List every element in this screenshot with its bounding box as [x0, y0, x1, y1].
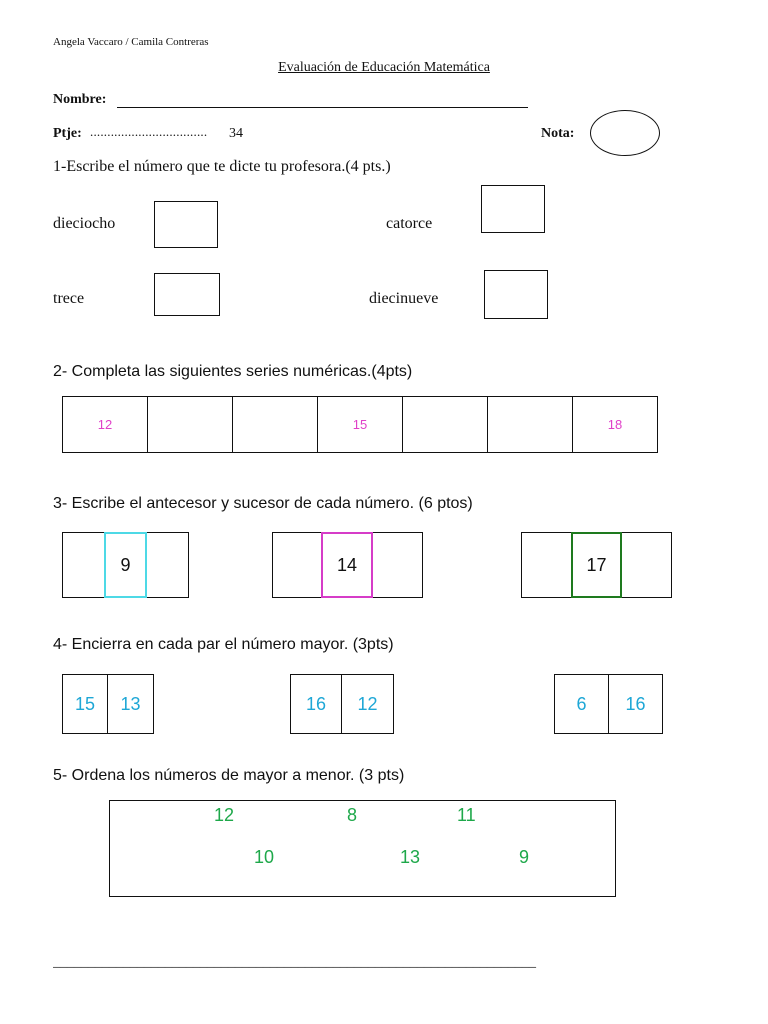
authors-text: Angela Vaccaro / Camila Contreras: [53, 36, 209, 48]
q3-group-3: [521, 532, 672, 598]
q4-number[interactable]: 12: [341, 674, 394, 734]
name-label: Nombre:: [53, 92, 107, 107]
score-dots: ..................................: [90, 124, 208, 139]
q1-answer-box-2[interactable]: [481, 185, 545, 233]
q3-title: 3- Escribe el antecesor y sucesor de cada número. (6 ptos): [53, 495, 473, 512]
q2-series-cell[interactable]: [487, 396, 573, 453]
q3-successor-box[interactable]: [621, 532, 672, 598]
grade-oval[interactable]: [590, 110, 660, 156]
q2-series-cell: 15: [317, 396, 403, 453]
page-title: Evaluación de Educación Matemática: [278, 60, 490, 75]
q1-answer-box-3[interactable]: [154, 273, 220, 316]
q4-number[interactable]: 15: [62, 674, 108, 734]
q1-answer-box-1[interactable]: [154, 201, 218, 248]
q5-title: 5- Ordena los números de mayor a menor. (3 pts): [53, 767, 405, 784]
q5-number: 8: [347, 805, 358, 825]
q4-number[interactable]: 13: [107, 674, 154, 734]
q5-number-frame: [109, 800, 616, 897]
score-label: Ptje:: [53, 126, 82, 141]
q1-answer-box-4[interactable]: [484, 270, 548, 319]
q3-predecessor-box[interactable]: [62, 532, 105, 598]
q2-series-cell: 18: [572, 396, 658, 453]
q2-series-cell[interactable]: [147, 396, 233, 453]
q5-number: 9: [519, 847, 530, 867]
q1-word-1: dieciocho: [53, 215, 116, 232]
q4-pair-2: [290, 674, 394, 734]
q5-answer-line[interactable]: _____________________________________________________________________: [53, 955, 536, 970]
q3-successor-box[interactable]: [372, 532, 423, 598]
q4-number[interactable]: 16: [608, 674, 663, 734]
q3-group-1: [62, 532, 189, 598]
q2-series-cell[interactable]: [402, 396, 488, 453]
q4-pair-1: [62, 674, 154, 734]
q4-number[interactable]: 16: [290, 674, 342, 734]
q3-number-box: 14: [321, 532, 373, 598]
q3-number-box: 9: [104, 532, 147, 598]
q3-number-box: 17: [571, 532, 622, 598]
q4-number[interactable]: 6: [554, 674, 609, 734]
q1-word-4: diecinueve: [369, 290, 439, 307]
q3-successor-box[interactable]: [146, 532, 189, 598]
q4-title-main: 4- Encierra en cada par el número mayor: [53, 636, 344, 653]
name-input-line[interactable]: [117, 95, 528, 108]
q3-predecessor-box[interactable]: [272, 532, 322, 598]
q2-series-strip: [62, 396, 658, 453]
q2-series-cell: 12: [62, 396, 148, 453]
q5-number: 10: [254, 847, 275, 867]
q3-predecessor-box[interactable]: [521, 532, 572, 598]
q2-title: 2- Completa las siguientes series numéricas.(4pts): [53, 363, 413, 380]
q2-series-cell[interactable]: [232, 396, 318, 453]
q5-number: 13: [400, 847, 421, 867]
q4-pair-3: [554, 674, 663, 734]
q5-number: 12: [214, 805, 235, 825]
q4-title: [53, 636, 394, 654]
q1-word-2: catorce: [386, 215, 433, 232]
grade-label: Nota:: [541, 126, 575, 141]
q3-group-2: [272, 532, 423, 598]
q1-title: 1-Escribe el número que te dicte tu profesora.(4 pts.): [53, 158, 391, 175]
q1-word-3: trece: [53, 290, 85, 307]
q5-number: 11: [457, 805, 476, 825]
score-value: 34: [229, 126, 243, 141]
q4-title-end: . (3pts): [343, 636, 394, 653]
